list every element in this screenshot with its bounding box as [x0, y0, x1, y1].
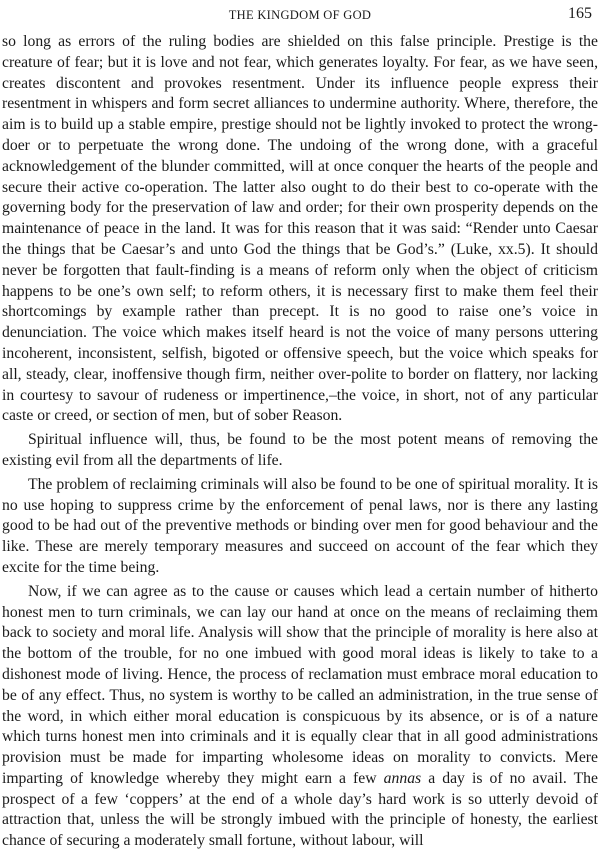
- running-title: THE KINGDOM OF GOD: [228, 8, 372, 22]
- paragraph-2-text: Spiritual influence will, thus, be found to be the most potent means of removing the existing evil from all the departments of life.: [2, 431, 598, 469]
- page-number: 165: [568, 5, 592, 22]
- paragraph-4-text-end: a day is of no avail. The prospect of a few ‘coppers’ at the end of a whole day’s hard work is so utterly devoid of attraction that, unless the will be strongly imbued with the principle of honesty, the earliest chance of securing a moderately small fortune, without labour, will: [2, 769, 598, 850]
- paragraph-3-text: The problem of reclaiming criminals will also be found to be one of spiritual morality. It is no use hoping to suppress crime by the enforcement of penal laws, nor is there any lasting good to be had out of the preventive methods or binding over men for good behaviour and the like. These are merely temporary measures and succeed on account of the fear which they excite for the time being.: [2, 475, 598, 576]
- paragraph-2: [2, 430, 598, 472]
- body-text: [2, 32, 598, 852]
- paragraph-1: [2, 32, 598, 427]
- paragraph-4: [2, 582, 598, 852]
- paragraph-4-text-start: Now, if we can agree as to the cause or causes which lead a certain number of hitherto honest men to turn criminals, we can lay our hand at once on the means of reclaiming them back to society and moral life. Analysis will show that the principle of morality is here also at the bottom of the trouble, for no one imbued with good moral ideas is likely to take to a dishonest mode of living. Hence, the process of reclamation must embrace moral education to be of any effect. Thus, no system is worthy to be called an administration, in the true sense of the word, in which either moral education is conspicuous by its absence, or is of a nature which turns honest men into criminals and it is equally clear that in all good administrations provision must be made for imparting wholesome ideas on morality to convicts. Mere imparting of knowledge whereby they might earn a few: [2, 582, 598, 787]
- paragraph-1-text: so long as errors of the ruling bodies are shielded on this false principle. Prestige is the creature of fear; but it is love and not fear, which generates loyalty. For fear, as we have seen, creates discontent and provokes resentment. Under its influence people express their resentment in whispers and form secret alliances to undermine authority. Where, therefore, the aim is to build up a stable empire, prestige should not be lightly invoked to protect the wrong-doer or to perpetuate the wrong done. The undoing of the wrong done, with a graceful acknowledgement of the blunder committed, will at once conquer the hearts of the people and secure their active co-operation. The latter also ought to do their best to co-operate with the governing body for the preservation of law and order; for their own prosperity depends on the maintenance of peace in the land. It was for this reason that it was said: “Render unto Caesar the things that be Caesar’s and unto God the things that be God’s.” (Luke, xx.5). It should never be forgotten that fault-finding is a means of reform only when the object of criticism happens to be one’s own self; to reform others, it is necessary first to make them feel their shortcomings by example rather than precept. It is no good to raise one’s voice in denunciation. The voice which makes itself heard is not the voice of many persons uttering incoherent, inconsistent, selfish, bigoted or offensive speech, but the voice which speaks for all, steady, clear, inoffensive though firm, neither over-polite to border on flattery, nor lacking in courtesy to savour of rudeness or impertinence,–the voice, in short, not of any particular caste or creed, or section of men, but of sober Reason.: [2, 33, 598, 425]
- paragraph-3: [2, 475, 598, 579]
- paragraph-4-italic-word: annas: [383, 769, 422, 787]
- running-header: [2, 6, 598, 32]
